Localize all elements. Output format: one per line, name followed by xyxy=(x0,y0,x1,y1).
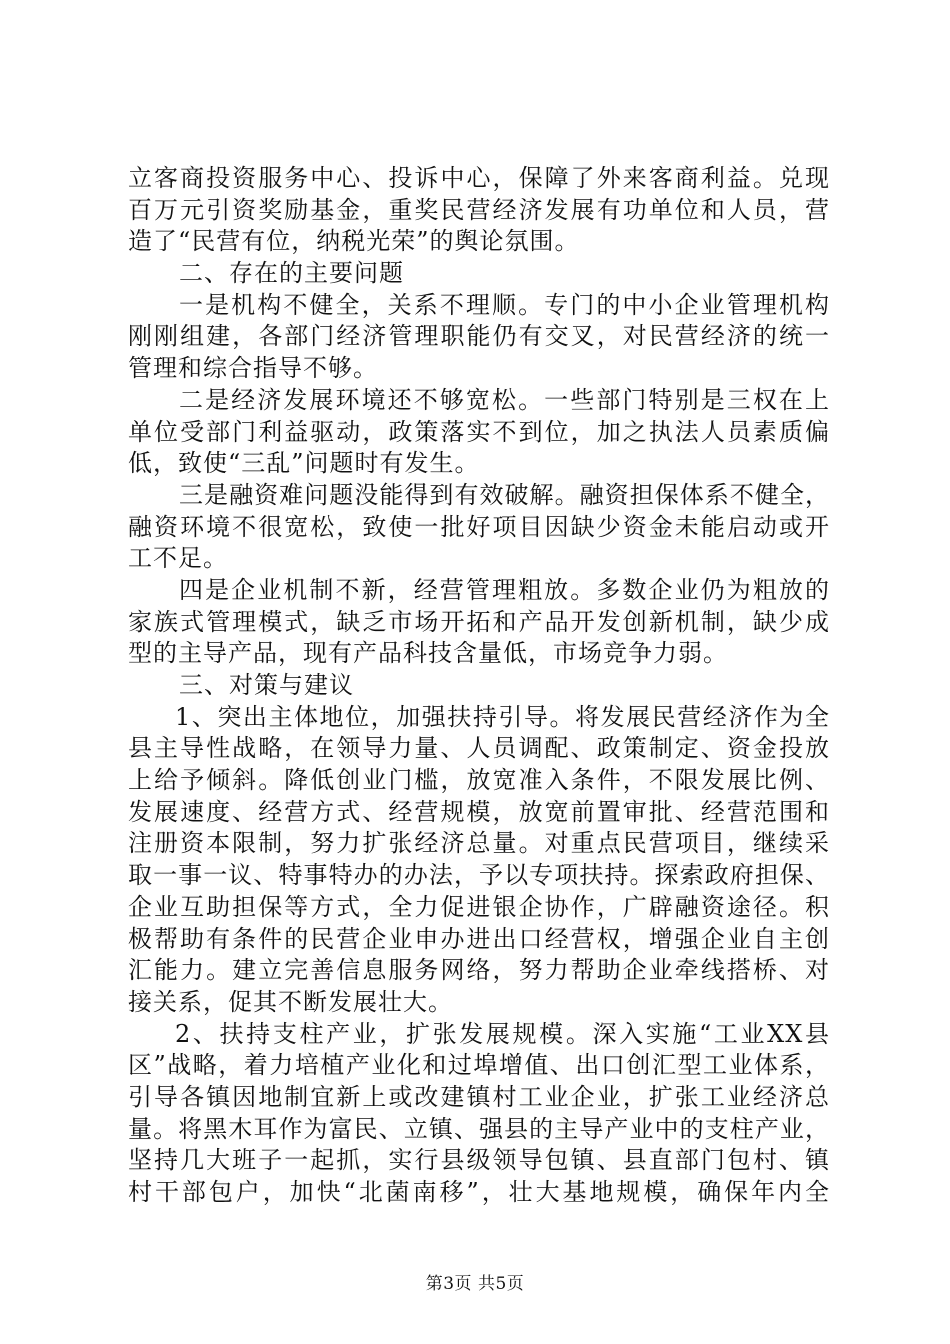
section-heading: 三、对策与建议 xyxy=(179,671,354,699)
text-line: 注册资本限制，努力扩张经济总量。对重点民营项目，继续采 xyxy=(128,829,830,858)
text-line: 1、突出主体地位，加强扶持引导。将发展民营经济作为全 xyxy=(175,702,830,731)
text-line: 汇能力。建立完善信息服务网络，努力帮助企业牵线搭桥、对 xyxy=(128,956,830,985)
page-number-footer: 第3页 共5页 xyxy=(425,1274,525,1294)
text-line: 取一事一议、特事特办的办法，予以专项扶持。探索政府担保、 xyxy=(128,861,830,890)
text-line: 管理和综合指导不够。 xyxy=(128,354,378,383)
text-line: 引导各镇因地制宜新上或改建镇村工业企业，扩张工业经济总 xyxy=(128,1082,830,1111)
text-line: 发展速度、经营方式、经营规模，放宽前置审批、经营范围和 xyxy=(128,797,830,826)
text-line: 家族式管理模式，缺乏市场开拓和产品开发创新机制，缺少成 xyxy=(128,607,830,636)
document-body xyxy=(128,163,830,1209)
text-line: 区”战略，着力培植产业化和过埠增值、出口创汇型工业体系， xyxy=(128,1051,830,1080)
text-line: 融资环境不很宽松，致使一批好项目因缺少资金未能启动或开 xyxy=(128,512,830,541)
section-heading: 二、存在的主要问题 xyxy=(179,259,404,288)
text-line: 接关系，促其不断发展壮大。 xyxy=(128,987,453,1016)
text-line: 一是机构不健全，关系不理顺。专门的中小企业管理机构 xyxy=(179,290,830,319)
text-line: 企业互助担保等方式，全力促进银企协作，广辟融资途径。积 xyxy=(128,892,830,921)
text-line: 刚刚组建，各部门经济管理职能仍有交叉，对民营经济的统一 xyxy=(128,322,830,351)
text-line: 型的主导产品，现有产品科技含量低，市场竞争力弱。 xyxy=(128,639,728,668)
text-line: 立客商投资服务中心、投诉中心，保障了外来客商利益。兑现 xyxy=(128,164,830,192)
text-line: 造了“民营有位，纳税光荣”的舆论氛围。 xyxy=(128,227,580,256)
text-line: 村干部包户，加快“北菌南移”，壮大基地规模，确保年内全 xyxy=(128,1178,830,1206)
text-line: 县主导性战略，在领导力量、人员调配、政策制定、资金投放 xyxy=(128,734,830,763)
text-line: 三是融资难问题没能得到有效破解。融资担保体系不健全， xyxy=(179,480,830,509)
text-line: 量。将黑木耳作为富民、立镇、强县的主导产业中的支柱产业， xyxy=(128,1114,830,1143)
text-line: 坚持几大班子一起抓，实行县级领导包镇、县直部门包村、镇 xyxy=(128,1146,830,1175)
text-line: 二是经济发展环境还不够宽松。一些部门特别是三权在上 xyxy=(179,385,830,414)
text-line: 2、扶持支柱产业，扩张发展规模。深入实施“工业XX县 xyxy=(175,1019,830,1048)
text-line: 单位受部门利益驱动，政策落实不到位，加之执法人员素质偏 xyxy=(128,417,830,446)
text-line: 百万元引资奖励基金，重奖民营经济发展有功单位和人员，营 xyxy=(128,195,830,224)
text-line: 极帮助有条件的民营企业申办进出口经营权，增强企业自主创 xyxy=(128,924,830,953)
text-line: 四是企业机制不新，经营管理粗放。多数企业仍为粗放的 xyxy=(179,575,830,604)
text-line: 上给予倾斜。降低创业门槛，放宽准入条件，不限发展比例、 xyxy=(128,766,830,795)
text-line: 工不足。 xyxy=(128,544,228,573)
text-line: 低，致使“三乱”问题时有发生。 xyxy=(128,449,480,478)
